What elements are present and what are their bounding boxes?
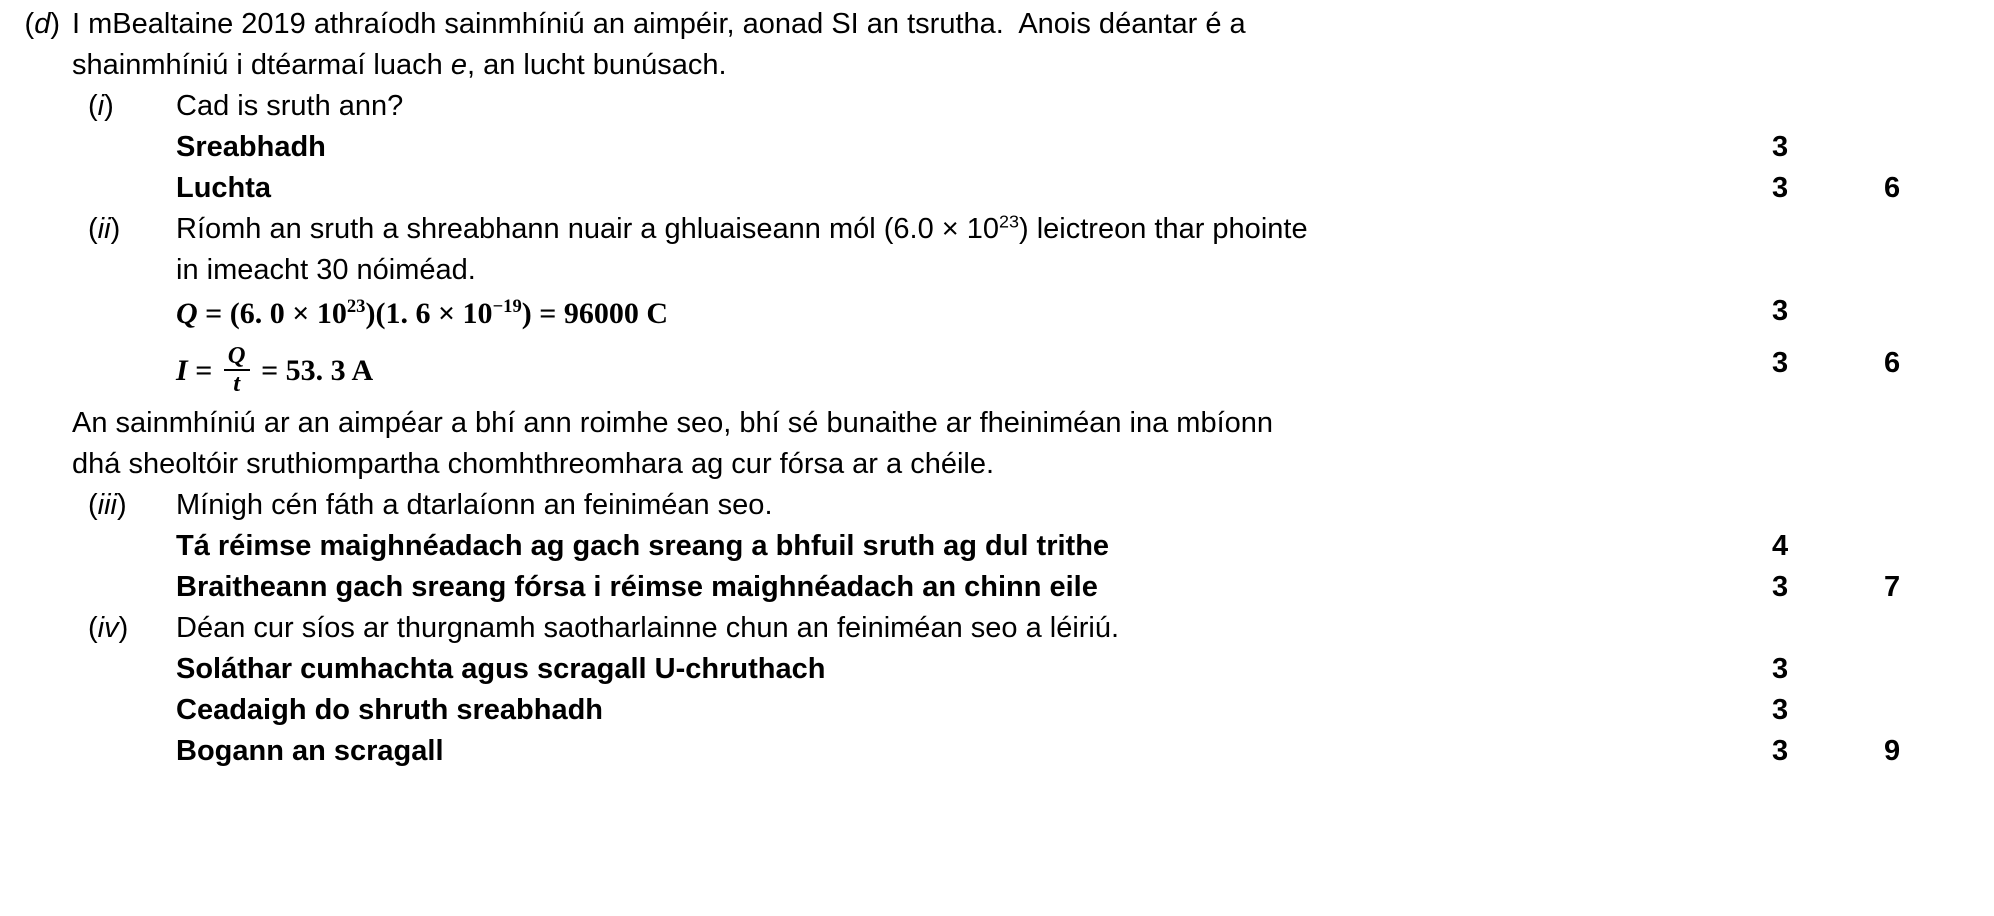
subpart-iv-roman: (iv)	[88, 611, 129, 644]
answer-mark: 4	[1772, 529, 1789, 562]
answer-text: Braitheann gach sreang fórsa i réimse maighnéadach an chinn eile	[176, 570, 1098, 603]
answer-total: 6	[1884, 172, 1901, 204]
subpart-i-roman: (i)	[88, 90, 114, 122]
answer-text: Tá réimse maighnéadach ag gach sreang a bhfuil sruth ag dul trithe	[176, 529, 1110, 562]
subpart-iii-answer-row-1	[0, 526, 1994, 567]
subpart-ii-roman: (ii)	[88, 213, 121, 245]
eq-unit-1: C	[638, 297, 669, 330]
subpart-iv-answer-row-3	[0, 731, 1994, 772]
stem-line-2-italic: e	[450, 49, 467, 81]
part-d-stem-text	[72, 4, 1818, 86]
eq-close-2: ) =	[521, 297, 564, 330]
eq-result-1: 96000	[563, 297, 639, 330]
equation-charge	[176, 291, 1772, 337]
subpart-ii-equation-row-2	[0, 343, 1994, 397]
subpart-i-prompt: Cad is sruth ann?	[176, 90, 404, 122]
subpart-i-answer-row-2	[0, 168, 1994, 209]
subpart-iii-roman: (iii)	[88, 488, 127, 521]
answer-text: Bogann an scragall	[176, 734, 444, 767]
fraction-q-over-t	[224, 343, 250, 397]
answer-mark: 3	[1772, 295, 1789, 327]
middle-paragraph-line-2: dhá sheoltóir sruthiompartha chomhthreomhara ag cur fórsa ar a chéile.	[72, 447, 995, 480]
stem-line-2	[72, 45, 1810, 86]
part-d-stem-row	[0, 4, 1818, 86]
eq-value-1: 6. 0	[239, 297, 285, 330]
eq-op-1: = (	[197, 297, 240, 330]
answer-total: 6	[1884, 347, 1901, 379]
subpart-iii-prompt: Mínigh cén fáth a dtarlaíonn an feiniméan seo.	[176, 488, 773, 521]
middle-paragraph-row	[0, 403, 1818, 485]
stem-line-2-post: , an lucht bunúsach.	[466, 49, 727, 81]
answer-mark: 3	[1772, 693, 1789, 726]
eq-times-1: × 10	[284, 297, 347, 330]
subpart-i-answer-row-1	[0, 127, 1994, 168]
eq-symbol-i: I	[176, 353, 188, 387]
prompt-line-1-b: ) leictreon thar phointe	[1019, 213, 1308, 245]
answer-text: Ceadaigh do shruth sreabhadh	[176, 693, 603, 726]
eq-result-2: 53. 3	[285, 353, 346, 387]
answer-mark: 3	[1772, 570, 1789, 603]
eq-times-2: × 10	[430, 297, 493, 330]
eq-symbol-q: Q	[176, 297, 198, 330]
subpart-ii-equation-row-1	[0, 291, 1994, 337]
stem-line-2-pre: shainmhíniú i dtéarmaí luach	[72, 49, 451, 81]
marking-scheme-page	[0, 4, 1901, 916]
eq-exponent-1: 23	[346, 296, 366, 317]
eq-unit-2: A	[345, 353, 374, 387]
part-label: (d)	[24, 8, 60, 40]
middle-paragraph	[72, 403, 1818, 485]
answer-total: 7	[1884, 570, 1901, 603]
fraction-denominator: t	[233, 369, 241, 397]
equation-current	[176, 343, 1772, 397]
eq-close-1: )(	[365, 297, 386, 330]
answer-text: Sreabhadh	[176, 131, 326, 163]
answer-text: Soláthar cumhachta agus scragall U-chruthach	[176, 652, 826, 685]
eq-op-2: =	[187, 353, 220, 387]
answer-mark: 3	[1772, 734, 1789, 767]
eq-value-2: 1. 6	[385, 297, 431, 330]
eq-exponent-2: −19	[492, 296, 522, 317]
subpart-ii-prompt-line-2: in imeacht 30 nóiméad.	[176, 254, 476, 286]
subpart-iv-answer-row-1	[0, 649, 1994, 690]
fraction-numerator: Q	[224, 343, 250, 371]
answer-text: Luchta	[176, 172, 272, 204]
answer-mark: 3	[1772, 652, 1789, 685]
answer-mark: 3	[1772, 131, 1789, 163]
answer-total: 9	[1884, 734, 1901, 767]
middle-paragraph-line-1: An sainmhíniú ar an aimpéar a bhí ann roimhe seo, bhí sé bunaithe ar fheiniméan ina mbíonn	[72, 406, 1274, 439]
subpart-iii-prompt-row	[0, 485, 1906, 526]
prompt-line-1-exponent: 23	[999, 211, 1020, 232]
answer-mark: 3	[1772, 347, 1789, 379]
subpart-ii-prompt-line-1	[176, 209, 1898, 250]
subpart-iv-answer-row-2	[0, 690, 1994, 731]
subpart-iv-prompt: Déan cur síos ar thurgnamh saotharlainne chun an feiniméan seo a léiriú.	[176, 611, 1120, 644]
subpart-i-prompt-row	[0, 86, 1906, 127]
subpart-ii-prompt	[176, 209, 1906, 291]
subpart-ii-prompt-row	[0, 209, 1906, 291]
subpart-iv-prompt-row	[0, 608, 1906, 649]
eq-op-3: =	[253, 353, 286, 387]
stem-line-1: I mBealtaine 2019 athraíodh sainmhíniú an aimpéir, aonad SI an tsrutha. Anois déantar é a	[72, 8, 1246, 40]
answer-mark: 3	[1772, 172, 1789, 204]
subpart-iii-answer-row-2	[0, 567, 1994, 608]
prompt-line-1-a: Ríomh an sruth a shreabhann nuair a ghluaiseann mól (6.0 × 10	[176, 213, 1000, 245]
